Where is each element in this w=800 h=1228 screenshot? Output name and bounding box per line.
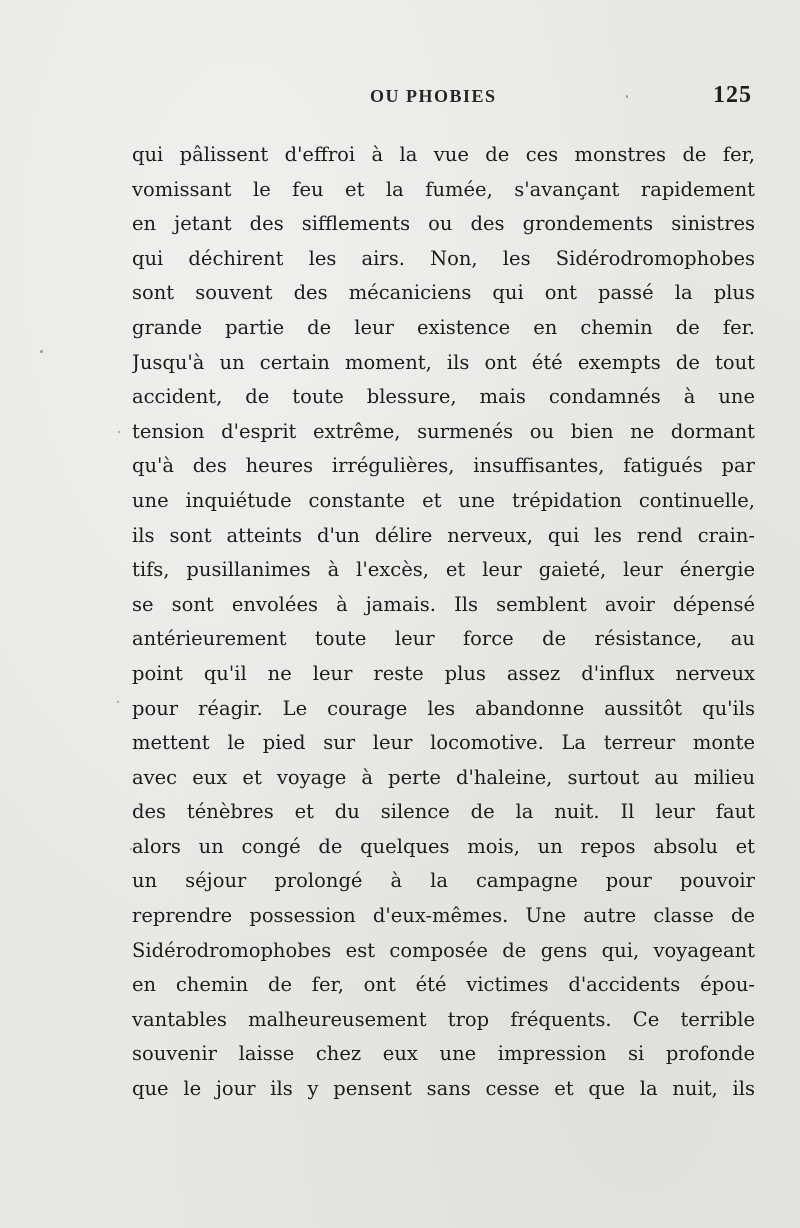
text-line: souvenir laisse chez eux une impression si profonde bbox=[132, 1042, 755, 1066]
text-line: en chemin de fer, ont été victimes d'accidents épou- bbox=[132, 973, 755, 997]
text-line: tifs, pusillanimes à l'excès, et leur gaieté, leur énergie bbox=[132, 558, 755, 582]
text-line: qu'à des heures irrégulières, insuffisantes, fatigués par bbox=[132, 454, 755, 478]
text-line: avec eux et voyage à perte d'haleine, surtout au milieu bbox=[132, 765, 755, 789]
text-line: une inquiétude constante et une trépidation continuelle, bbox=[132, 488, 755, 512]
text-line: grande partie de leur existence en chemin de fer. bbox=[132, 315, 755, 339]
paper-speck bbox=[118, 431, 120, 433]
text-line: qui déchirent les airs. Non, les Sidérodromophobes bbox=[132, 246, 755, 270]
text-line: en jetant des sifflements ou des grondements sinistres bbox=[132, 212, 755, 236]
text-line: se sont envolées à jamais. Ils semblent avoir dépensé bbox=[132, 592, 755, 616]
text-line: tension d'esprit extrême, surmenés ou bien ne dormant bbox=[132, 419, 755, 443]
text-line: mettent le pied sur leur locomotive. La terreur monte bbox=[132, 731, 755, 755]
text-line: point qu'il ne leur reste plus assez d'influx nerveux bbox=[132, 661, 755, 685]
paper-speck bbox=[130, 848, 132, 850]
text-line: vantables malheureusement trop fréquents. Ce terrible bbox=[132, 1007, 755, 1031]
text-line: des ténèbres et du silence de la nuit. Il leur faut bbox=[132, 800, 755, 824]
body-paragraph bbox=[132, 138, 755, 1107]
text-line: Jusqu'à un certain moment, ils ont été exempts de tout bbox=[132, 350, 755, 374]
text-line: alors un congé de quelques mois, un repos absolu et bbox=[132, 834, 755, 858]
paper-speck bbox=[626, 95, 628, 98]
text-line: reprendre possession d'eux-mêmes. Une autre classe de bbox=[132, 904, 755, 928]
text-line: antérieurement toute leur force de résistance, au bbox=[132, 627, 755, 651]
text-line: pour réagir. Le courage les abandonne aussitôt qu'ils bbox=[132, 696, 755, 720]
text-line: vomissant le feu et la fumée, s'avançant rapidement bbox=[132, 177, 755, 201]
text-line: un séjour prolongé à la campagne pour pouvoir bbox=[132, 869, 755, 893]
text-line: qui pâlissent d'effroi à la vue de ces monstres de fer, bbox=[132, 143, 755, 166]
text-line: ils sont atteints d'un délire nerveux, qui les rend crain- bbox=[132, 523, 755, 547]
page-number: 125 bbox=[713, 82, 752, 108]
running-title: OU PHOBIES bbox=[370, 86, 497, 106]
paper-speck bbox=[40, 350, 43, 353]
text-line: accident, de toute blessure, mais condamnés à une bbox=[132, 385, 755, 409]
text-line: Sidérodromophobes est composée de gens qui, voyageant bbox=[132, 938, 755, 962]
text-line: que le jour ils y pensent sans cesse et que la nuit, ils bbox=[132, 1077, 755, 1101]
paper-speck bbox=[117, 701, 119, 703]
text-line: sont souvent des mécaniciens qui ont passé la plus bbox=[132, 281, 755, 305]
